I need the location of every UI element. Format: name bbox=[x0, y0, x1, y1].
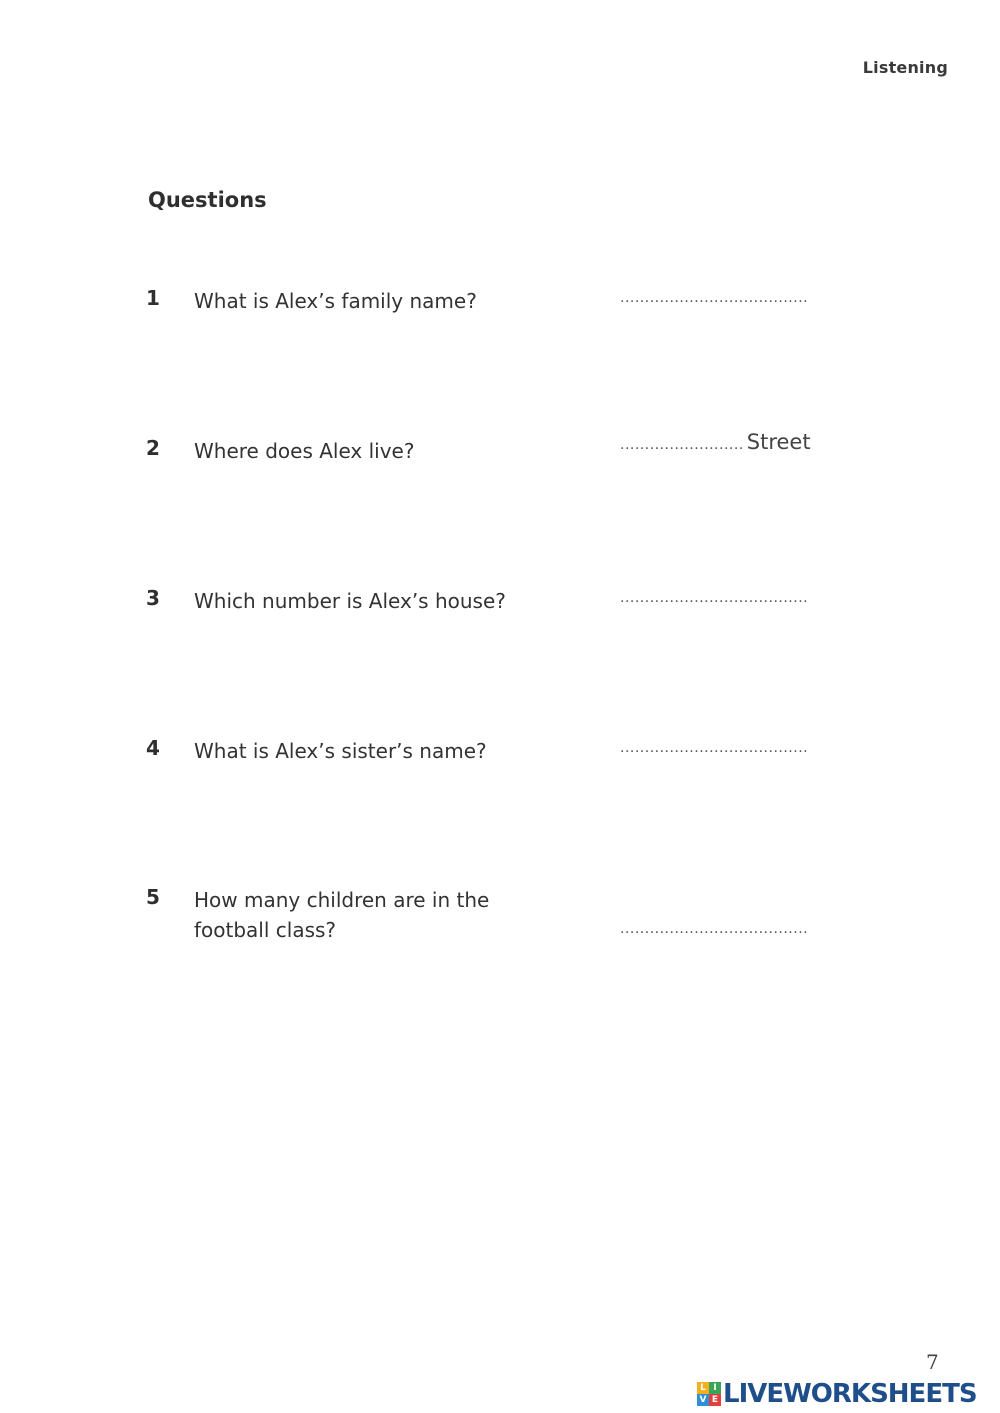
answer-dots: ...................................... bbox=[620, 590, 809, 606]
logo-letter: L bbox=[697, 1382, 709, 1394]
questions-heading: Questions bbox=[148, 188, 267, 212]
question-number: 4 bbox=[146, 736, 160, 760]
question-1 bbox=[146, 286, 886, 366]
question-text: What is Alex’s sister’s name? bbox=[194, 739, 487, 763]
logo-letter: I bbox=[709, 1382, 721, 1394]
question-3 bbox=[146, 586, 886, 666]
question-number: 2 bbox=[146, 436, 160, 460]
question-text: How many children are in the football class? bbox=[194, 888, 490, 942]
question-5 bbox=[146, 885, 886, 965]
question-4 bbox=[146, 736, 886, 816]
question-number: 5 bbox=[146, 885, 160, 909]
answer-field-3[interactable] bbox=[620, 590, 864, 606]
logo-letter: V bbox=[697, 1394, 709, 1406]
question-number: 3 bbox=[146, 586, 160, 610]
answer-dots: ......................... bbox=[620, 437, 744, 453]
brand-name: LIVEWORKSHEETS bbox=[723, 1379, 977, 1409]
answer-dots: ...................................... bbox=[620, 290, 809, 306]
question-text: Where does Alex live? bbox=[194, 439, 415, 463]
question-2 bbox=[146, 430, 886, 516]
logo-letter: E bbox=[709, 1394, 721, 1406]
liveworksheets-logo-icon bbox=[697, 1382, 721, 1406]
answer-suffix: Street bbox=[746, 430, 811, 454]
answer-field-4[interactable] bbox=[620, 740, 864, 756]
answer-dots: ...................................... bbox=[620, 740, 809, 756]
question-text: What is Alex’s family name? bbox=[194, 289, 477, 313]
page-number: 7 bbox=[926, 1350, 939, 1374]
question-number: 1 bbox=[146, 286, 160, 310]
answer-dots: ...................................... bbox=[620, 921, 809, 937]
answer-field-2[interactable] bbox=[620, 430, 864, 454]
answer-field-5[interactable] bbox=[620, 921, 864, 937]
answer-field-1[interactable] bbox=[620, 290, 864, 306]
question-text: Which number is Alex’s house? bbox=[194, 589, 506, 613]
section-label: Listening bbox=[862, 58, 948, 77]
liveworksheets-brand bbox=[697, 1378, 977, 1410]
